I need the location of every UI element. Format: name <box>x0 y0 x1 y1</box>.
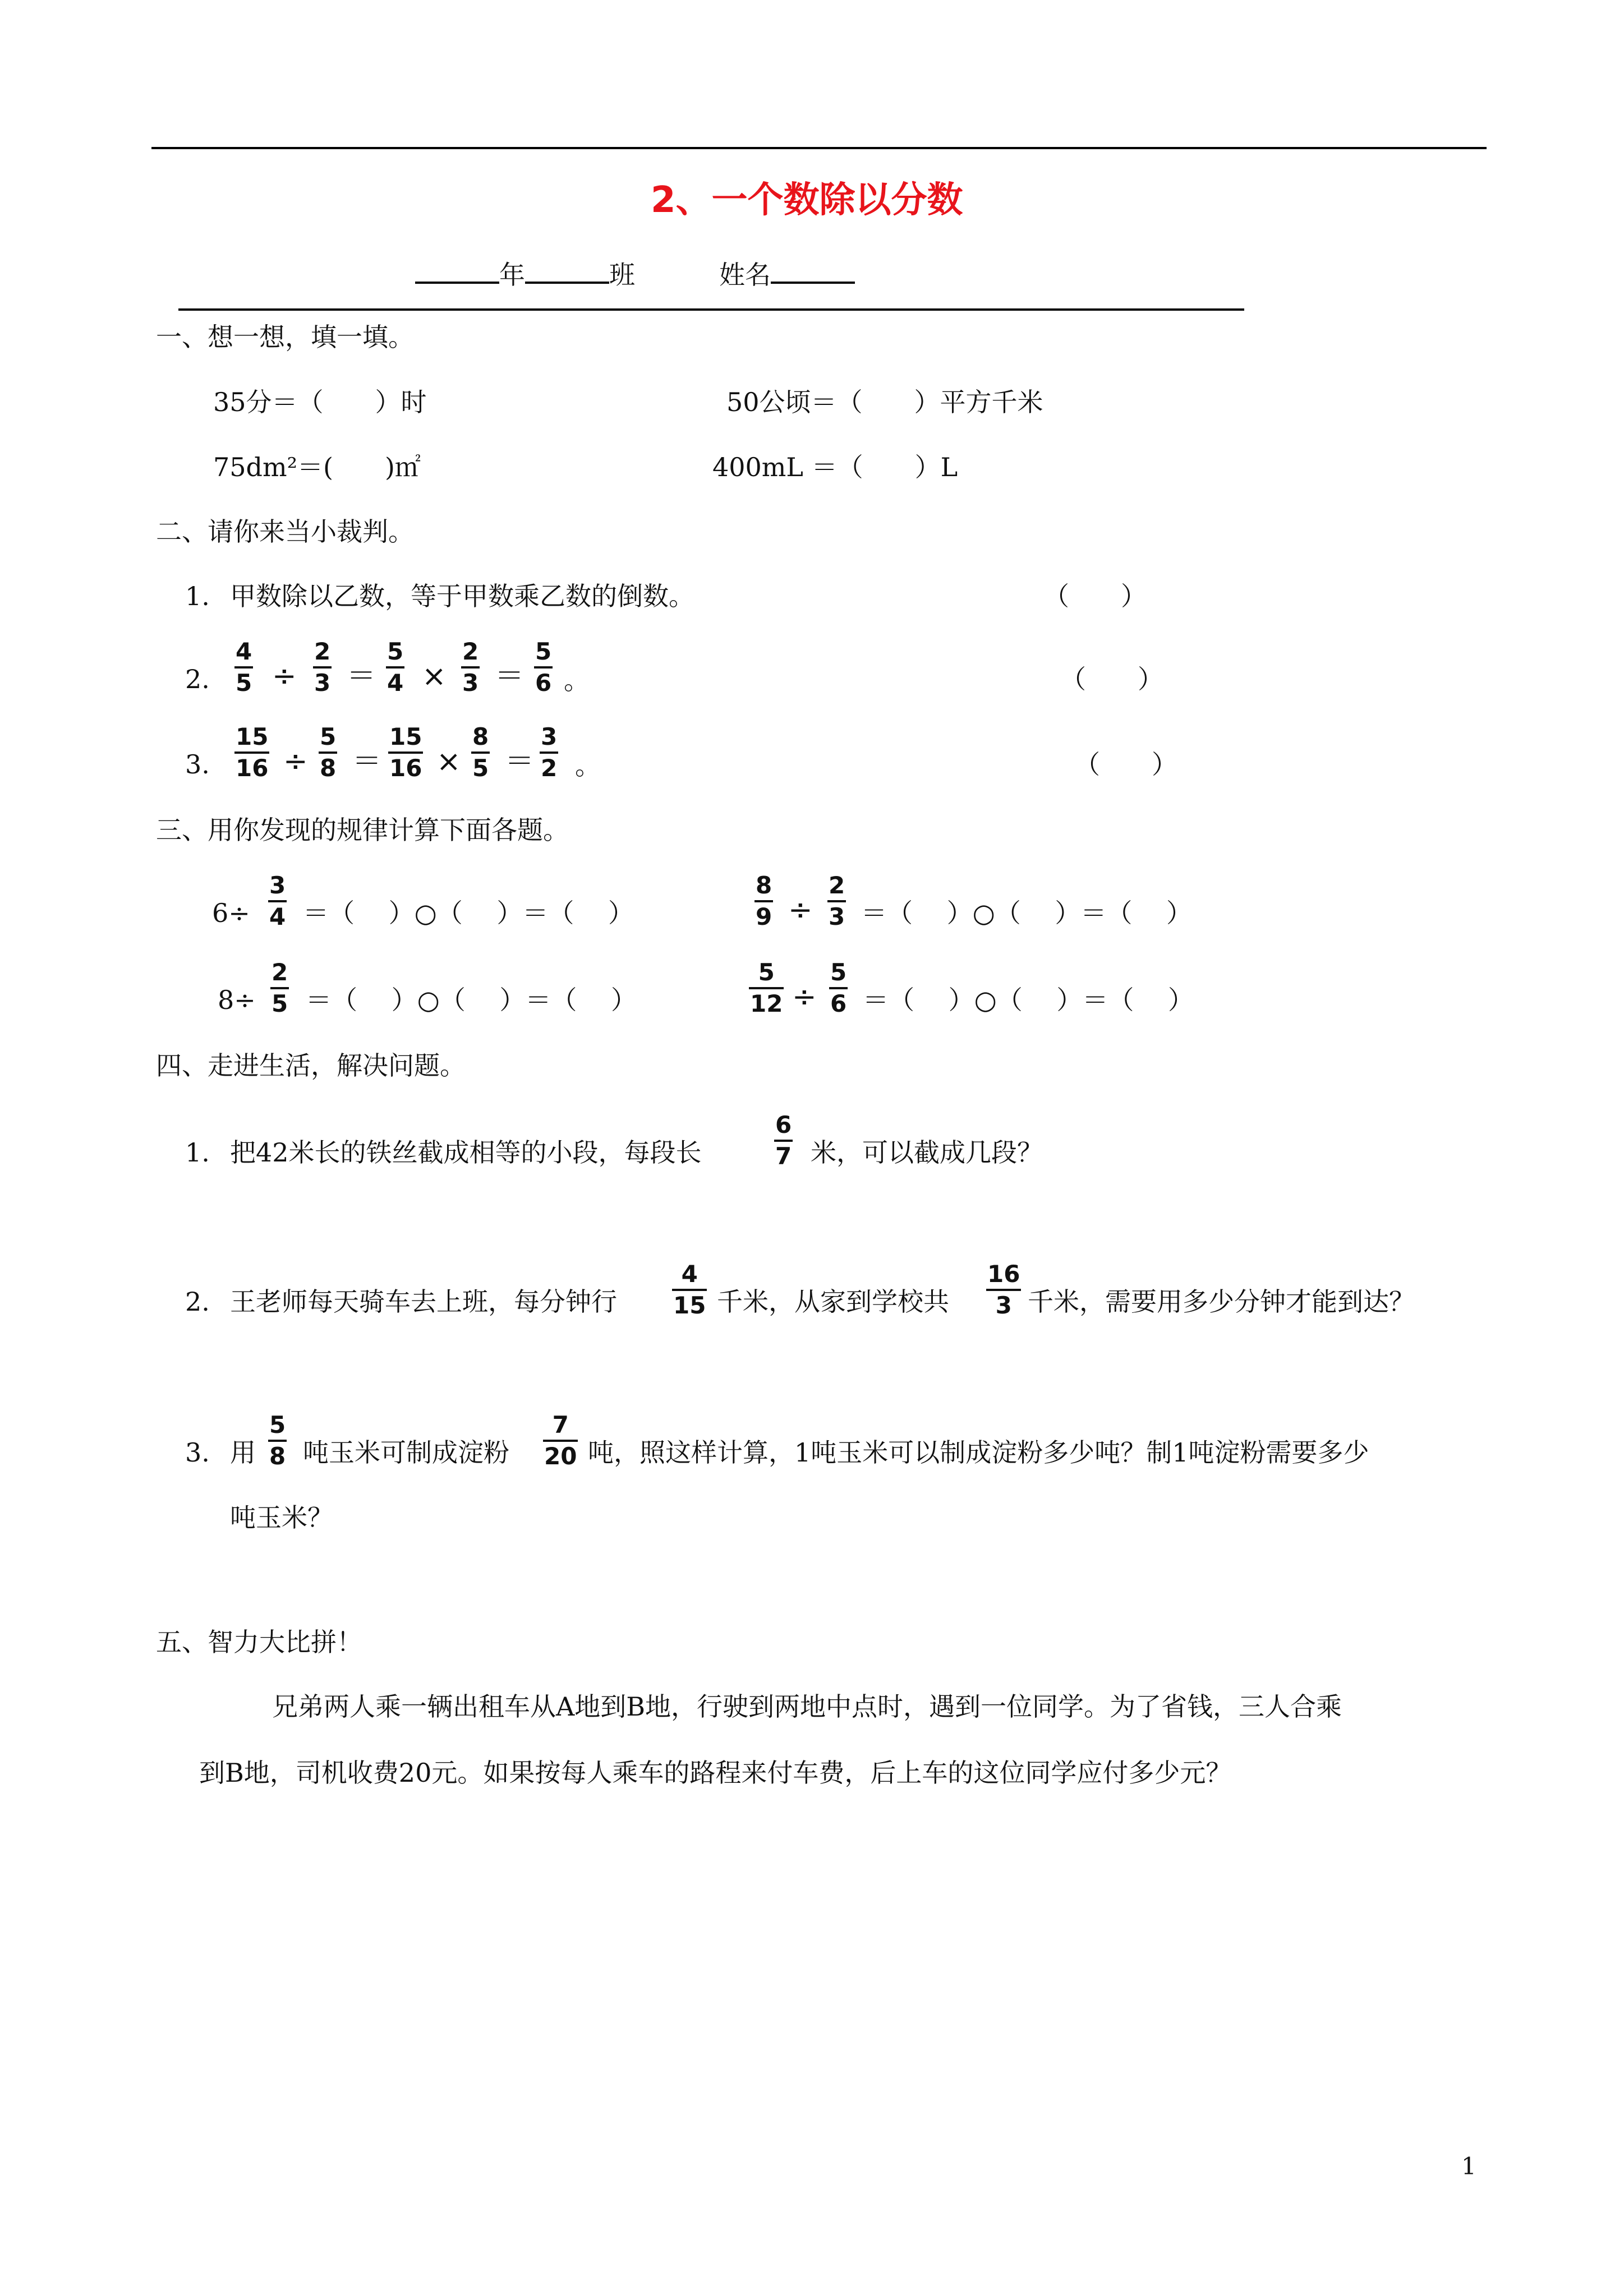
class-label: 班 <box>609 260 635 290</box>
year-label: 年 <box>499 260 525 290</box>
fraction: 8 9 <box>756 872 772 931</box>
fraction: 2 3 <box>462 638 479 697</box>
s4-p1-text-a: 把42米长的铁丝截成相等的小段，每段长 <box>230 1137 702 1168</box>
fraction: 5 6 <box>535 638 552 697</box>
fraction: 5 12 <box>750 958 783 1018</box>
equals-sign: ＝ <box>347 660 376 693</box>
s2-q1-text: 甲数除以乙数，等于甲数乘乙数的倒数。 <box>230 581 694 611</box>
fraction: 15 16 <box>389 723 422 782</box>
class-blank[interactable] <box>525 259 609 284</box>
name-blank[interactable] <box>771 259 855 284</box>
header-rule <box>178 308 1244 311</box>
s2-q1-num: 1. <box>185 581 210 611</box>
top-rule <box>151 147 1487 149</box>
s3-e4-tail[interactable]: ＝（ ）○（ ）＝（ ） <box>863 985 1194 1015</box>
s4-p3-text-b: 吨玉米可制成淀粉 <box>303 1437 509 1468</box>
equals-sign: ＝ <box>495 660 525 693</box>
s3-e3-lead: 8÷ <box>218 985 256 1015</box>
divide-sign: ÷ <box>272 660 297 693</box>
divide-sign: ÷ <box>283 745 308 778</box>
s3-e1-lead: 6÷ <box>212 898 250 928</box>
times-sign: × <box>422 660 447 693</box>
s4-p3-text-c: 吨，照这样计算，1吨玉米可以制成淀粉多少吨？制1吨淀粉需要多少 <box>588 1437 1369 1468</box>
fraction: 2 3 <box>829 872 845 931</box>
s2-q1-paren[interactable]: （ ） <box>1043 581 1147 611</box>
s5-line1: 兄弟两人乘一辆出租车从A地到B地，行驶到两地中点时，遇到一位同学。为了省钱，三人合乘 <box>272 1691 1342 1722</box>
s1-item-4: 400mL ＝（ ）L <box>712 452 958 482</box>
s3-e2-tail[interactable]: ＝（ ）○（ ）＝（ ） <box>861 898 1193 928</box>
s1-item-3: 75dm²＝( )㎡ <box>213 452 421 482</box>
s4-p1-text-b: 米，可以截成几段？ <box>811 1137 1043 1168</box>
page-number: 1 <box>1461 2152 1476 2180</box>
s1-item-2: 50公顷＝（ ）平方千米 <box>726 387 1043 417</box>
equals-sign: ＝ <box>505 745 535 778</box>
divide-sign: ÷ <box>792 980 817 1014</box>
fraction: 5 6 <box>830 958 847 1018</box>
s2-q2-end: 。 <box>564 665 590 695</box>
class-name-line <box>415 259 855 288</box>
divide-sign: ÷ <box>788 893 813 927</box>
s4-p3-num: 3. <box>185 1437 210 1468</box>
fraction: 3 2 <box>541 723 558 782</box>
s3-e3-tail[interactable]: ＝（ ）○（ ）＝（ ） <box>306 985 637 1015</box>
fraction: 16 3 <box>987 1260 1020 1320</box>
section4-heading: 四、走进生活，解决问题。 <box>156 1050 466 1081</box>
s4-p2-num: 2. <box>185 1287 210 1317</box>
s2-q3-paren[interactable]: （ ） <box>1074 749 1177 780</box>
fraction: 4 15 <box>673 1260 706 1320</box>
s1-item-1: 35分＝（ ）时 <box>213 387 427 417</box>
section2-heading: 二、请你来当小裁判。 <box>156 517 414 547</box>
section3-heading: 三、用你发现的规律计算下面各题。 <box>156 815 569 845</box>
s5-line2: 到B地，司机收费20元。如果按每人乘车的路程来付车费，后上车的这位同学应付多少元？ <box>199 1758 1232 1788</box>
s4-p2-text-b: 千米，从家到学校共 <box>717 1287 949 1317</box>
fraction: 3 4 <box>269 872 286 931</box>
section1-heading: 一、想一想，填一填。 <box>156 322 414 352</box>
fraction: 6 7 <box>775 1111 792 1170</box>
fraction: 5 8 <box>269 1411 286 1470</box>
fraction: 4 5 <box>236 638 252 697</box>
s4-p2-text-a: 王老师每天骑车去上班，每分钟行 <box>230 1287 617 1317</box>
times-sign: × <box>436 745 461 778</box>
page-title: 2、一个数除以分数 <box>651 179 963 221</box>
fraction: 5 4 <box>387 638 404 697</box>
section5-heading: 五、智力大比拼！ <box>156 1627 362 1657</box>
fraction: 15 16 <box>236 723 269 782</box>
s2-q2-num: 2. <box>185 664 210 694</box>
fraction: 2 3 <box>314 638 331 697</box>
s3-e1-tail[interactable]: ＝（ ）○（ ）＝（ ） <box>303 898 634 928</box>
year-blank[interactable] <box>415 259 499 284</box>
fraction: 8 5 <box>472 723 489 782</box>
s2-q3-num: 3. <box>185 749 210 780</box>
s2-q2-paren[interactable]: （ ） <box>1060 664 1163 694</box>
equals-sign: ＝ <box>352 745 382 778</box>
s4-p3-line2: 吨玉米？ <box>230 1502 333 1533</box>
fraction: 2 5 <box>272 958 288 1018</box>
fraction: 7 20 <box>544 1411 577 1470</box>
name-label: 姓名 <box>719 260 771 290</box>
fraction: 5 8 <box>320 723 337 782</box>
s4-p3-text-a: 用 <box>230 1437 256 1468</box>
s4-p2-text-c: 千米，需要用多少分钟才能到达？ <box>1028 1287 1415 1317</box>
s2-q3-end: 。 <box>575 750 601 781</box>
s4-p1-num: 1. <box>185 1137 210 1168</box>
